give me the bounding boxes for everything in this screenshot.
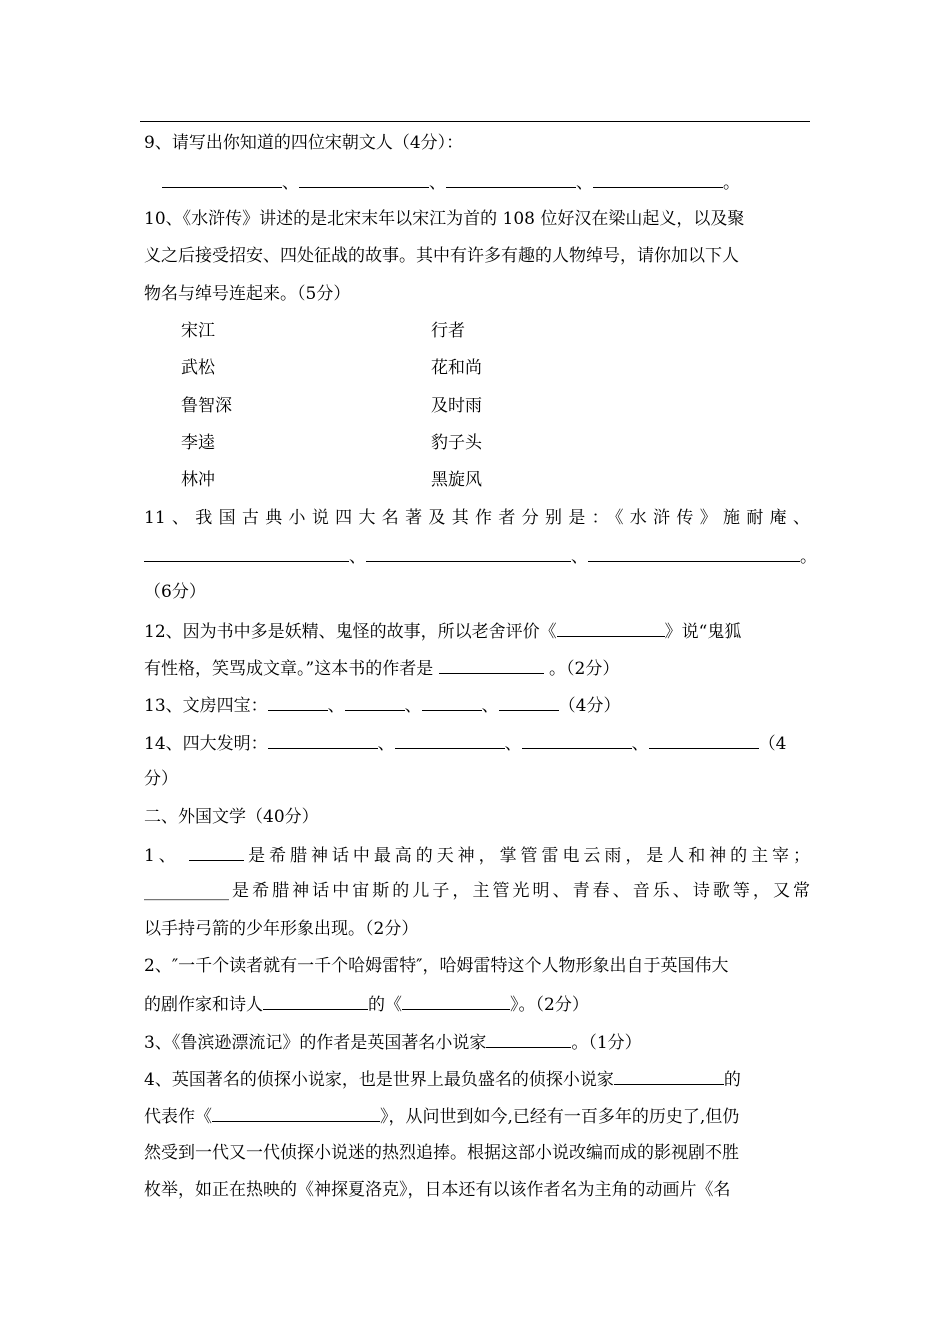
- f4-line-3: 然受到一代又一代侦探小说迷的热烈追捧。根据这部小说改编而成的影视剧不胜: [144, 1143, 739, 1163]
- f2-work-blank[interactable]: [402, 992, 510, 1010]
- q12-line-2: 有性格，笑骂成文章。”这本书的作者是 。（2分）: [144, 656, 619, 678]
- q11-line-1: 11、我国古典小说四大名著及其作者分别是：《水浒传》施耐庵、: [144, 508, 810, 528]
- q13-blank-1[interactable]: [268, 693, 328, 711]
- f1-line-1: 1、 是希腊神话中最高的天神，掌管雷电云雨，是人和神的主宰；: [144, 843, 810, 865]
- f1-line-3: 以手持弓箭的少年形象出现。（2分）: [144, 919, 419, 939]
- q11-blank-1[interactable]: [144, 544, 349, 562]
- q9-answer-line: 、 、 、 。: [162, 170, 740, 192]
- header-rule: [140, 121, 810, 122]
- q13-blank-2[interactable]: [345, 693, 405, 711]
- f4-work-blank[interactable]: [212, 1104, 380, 1122]
- q10-name: 宋江: [181, 321, 215, 341]
- q9-blank-4[interactable]: [593, 170, 723, 188]
- f4-line-2: 代表作《 》，从问世到如今,已经有一百多年的历史了,但仍: [144, 1104, 739, 1126]
- f2-line-2: 的剧作家和诗人 的《 》。（2分）: [144, 992, 589, 1014]
- q10-name: 林冲: [181, 470, 215, 490]
- q12-author-blank[interactable]: [439, 656, 544, 674]
- q11-answer-line: 、 、 。: [144, 544, 817, 566]
- q10-nickname: 黑旋风: [431, 470, 482, 490]
- q9-blank-3[interactable]: [446, 170, 576, 188]
- section-title: 二、外国文学（40分）: [144, 807, 319, 827]
- f1-line-2: __________是希腊神话中宙斯的儿子，主管光明、青春、音乐、诗歌等，又常: [144, 881, 810, 901]
- f3-line: 3、《鲁滨逊漂流记》的作者是英国著名小说家 。（1分）: [144, 1030, 642, 1052]
- q10-nickname: 及时雨: [431, 396, 482, 416]
- q14-blank-3[interactable]: [522, 731, 632, 749]
- q10-line-2: 义之后接受招安、四处征战的故事。其中有许多有趣的人物绰号，请你加以下人: [144, 246, 739, 266]
- f2-line-1: 2、″一千个读者就有一千个哈姆雷特″，哈姆雷特这个人物形象出自于英国伟大: [144, 956, 729, 976]
- q10-name: 武松: [181, 358, 215, 378]
- q10-line-3: 物名与绰号连起来。（5分）: [144, 284, 351, 304]
- q10-nickname: 行者: [431, 321, 465, 341]
- q14-blank-4[interactable]: [649, 731, 759, 749]
- q13-blank-3[interactable]: [422, 693, 482, 711]
- q10-name: 李逵: [181, 433, 215, 453]
- q12-line-1: 12、因为书中多是妖精、鬼怪的故事，所以老舍评价《 》说“鬼狐: [144, 619, 741, 641]
- q13-line: 13、文房四宝： 、 、 、 （4分）: [144, 693, 620, 715]
- q14-line-2: 分）: [144, 769, 178, 789]
- f3-blank[interactable]: [486, 1030, 571, 1048]
- q12-book-blank[interactable]: [557, 619, 665, 637]
- f1-blank-1[interactable]: [189, 843, 244, 861]
- q9-prompt: 9、请写出你知道的四位宋朝文人（4分）：: [144, 133, 464, 153]
- f4-line-4: 枚举，如正在热映的《神探夏洛克》，日本还有以该作者名为主角的动画片《名: [144, 1180, 731, 1200]
- q11-blank-3[interactable]: [588, 544, 800, 562]
- q13-blank-4[interactable]: [499, 693, 559, 711]
- q14-line-1: 14、四大发明： 、 、 、 （4: [144, 731, 786, 753]
- q10-nickname: 豹子头: [431, 433, 482, 453]
- q10-line-1: 10、《水浒传》讲述的是北宋末年以宋江为首的 108 位好汉在梁山起义，以及聚: [144, 209, 745, 229]
- q11-score: （6分）: [144, 582, 206, 602]
- q14-blank-1[interactable]: [268, 731, 378, 749]
- f1-blank-2[interactable]: __________: [144, 881, 229, 901]
- q14-blank-2[interactable]: [395, 731, 505, 749]
- q9-blank-2[interactable]: [299, 170, 429, 188]
- f4-line-1: 4、英国著名的侦探小说家，也是世界上最负盛名的侦探小说家 的: [144, 1067, 741, 1089]
- q9-blank-1[interactable]: [162, 170, 282, 188]
- q11-blank-2[interactable]: [366, 544, 571, 562]
- q10-name: 鲁智深: [181, 396, 232, 416]
- f4-author-blank[interactable]: [614, 1067, 724, 1085]
- q10-nickname: 花和尚: [431, 358, 482, 378]
- f2-author-blank[interactable]: [263, 992, 368, 1010]
